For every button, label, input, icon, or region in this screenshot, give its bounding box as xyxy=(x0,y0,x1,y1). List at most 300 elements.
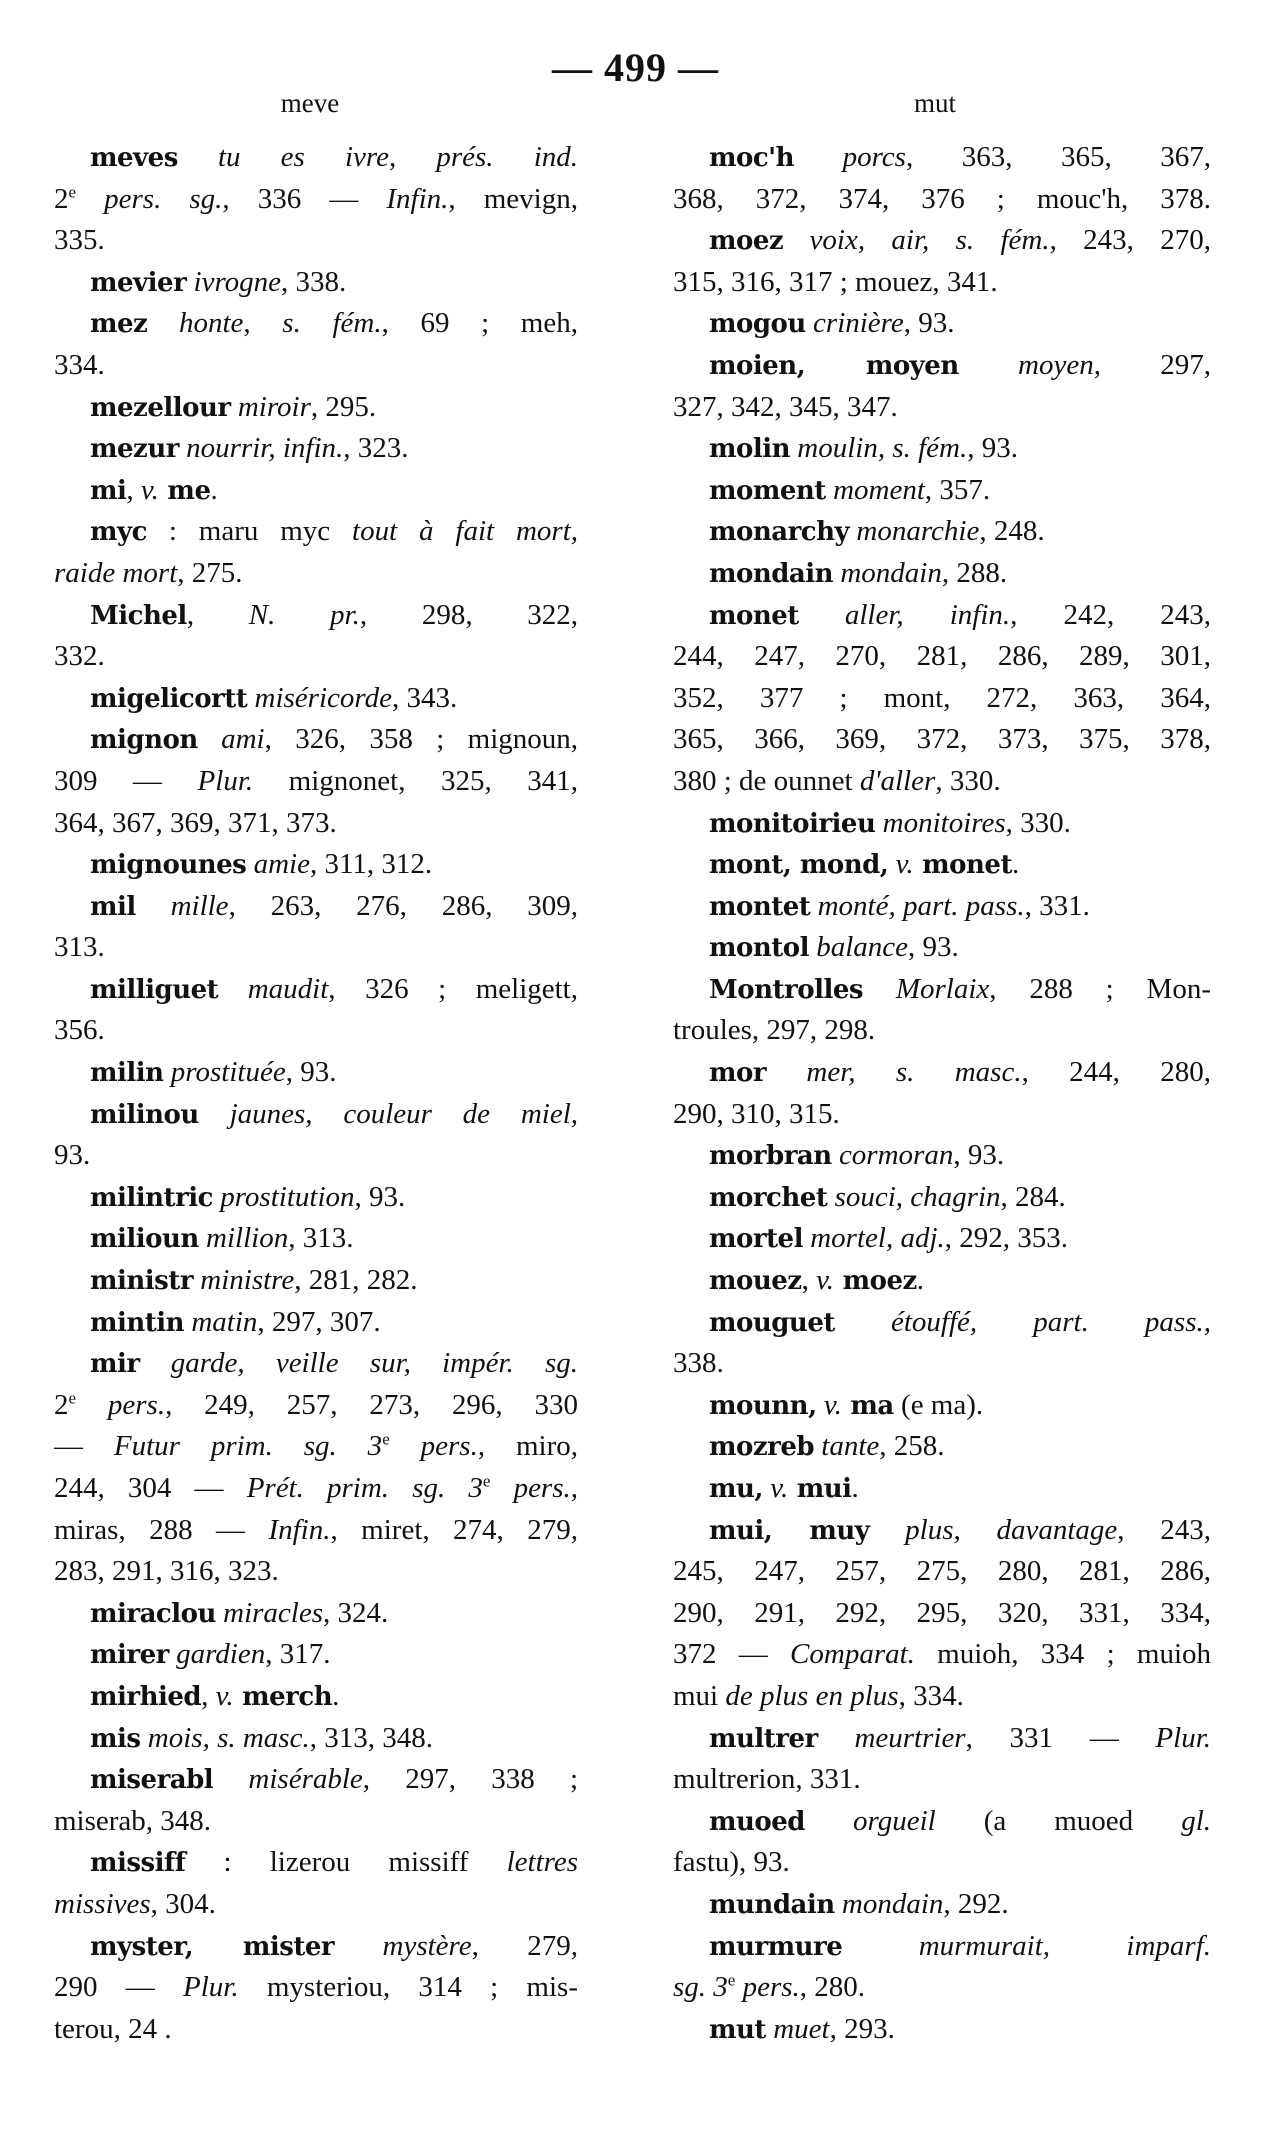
entry-headword-line xyxy=(54,1218,578,1260)
gloss-italic: matin xyxy=(191,1305,258,1338)
gloss-italic: crinière xyxy=(813,307,904,340)
entry-headword-line xyxy=(54,1593,578,1635)
reference-text: , 331. xyxy=(1024,889,1090,922)
reference-text xyxy=(169,1638,176,1670)
gloss-italic: misérable xyxy=(248,1763,363,1796)
headword: moc'h xyxy=(709,143,795,173)
reference-text xyxy=(959,349,1018,381)
headword: molin xyxy=(709,434,791,465)
reference-text: 2 xyxy=(54,182,69,215)
reference-text xyxy=(805,1805,853,1837)
entry-continuation-line xyxy=(673,1343,1211,1385)
reference-text: 352, 377 ; mont, 272, 363, 364, xyxy=(673,681,1211,714)
entry-headword-line xyxy=(54,470,578,512)
reference-text: , 317. xyxy=(265,1638,331,1671)
reference-text: , xyxy=(243,307,283,340)
gloss-italic: gardien xyxy=(176,1638,266,1671)
reference-text xyxy=(842,1930,918,1962)
page-number: — 499 — xyxy=(552,45,719,90)
reference-text: , 330. xyxy=(1005,806,1071,839)
reference-text: (e ma). xyxy=(893,1388,984,1421)
reference-text: , 275. xyxy=(177,556,243,589)
gloss-italic: nourrir, infin. xyxy=(186,432,344,465)
reference-text xyxy=(247,682,254,714)
reference-text xyxy=(794,141,843,173)
entry-headword-line xyxy=(673,1426,1211,1468)
entry-headword-line xyxy=(673,1135,1211,1177)
entry-headword-line xyxy=(673,1926,1211,1968)
reference-text xyxy=(141,1722,148,1754)
gloss-italic: s. fém. xyxy=(282,307,382,340)
entry-continuation-line xyxy=(54,1801,578,1843)
gloss-italic: N. pr. xyxy=(248,598,360,631)
gloss-italic: mois, s. masc. xyxy=(147,1721,310,1754)
headword: mil xyxy=(90,891,136,922)
reference-text xyxy=(766,1056,806,1088)
reference-text: fastu), 93. xyxy=(673,1846,790,1879)
reference-text: , 304. xyxy=(150,1887,216,1920)
entry-continuation-line xyxy=(673,1551,1211,1593)
entry-continuation-line xyxy=(54,2009,578,2051)
entry-headword-line xyxy=(673,1218,1211,1260)
reference-text: , 93. xyxy=(354,1180,406,1213)
gloss-italic: Plur. xyxy=(183,1971,239,2004)
reference-text: , 330. xyxy=(935,764,1001,797)
gloss-italic: ministre xyxy=(200,1264,295,1297)
gloss-italic: Plur. xyxy=(1155,1721,1211,1754)
gloss-italic: balance xyxy=(816,931,909,964)
entry-headword-line xyxy=(54,1302,578,1344)
entry-headword-line xyxy=(673,137,1211,179)
gloss-italic: voix, air, s. fém. xyxy=(809,224,1050,257)
entry-headword-line xyxy=(673,927,1211,969)
entry-continuation-line xyxy=(54,1551,578,1593)
entry-continuation-line xyxy=(673,719,1211,761)
entry-continuation-line xyxy=(673,1842,1211,1884)
superscript: e xyxy=(382,1429,390,1449)
entry-headword-line xyxy=(673,969,1211,1011)
reference-text: , 326 ; meligett, xyxy=(328,972,578,1005)
entry-headword-line xyxy=(673,1801,1211,1843)
gloss-italic: mer, s. masc. xyxy=(806,1056,1022,1089)
headword: moment xyxy=(709,475,826,506)
reference-text: 334. xyxy=(54,348,105,381)
headword: Montrolles xyxy=(709,974,864,1005)
headword: mignon xyxy=(90,725,198,756)
reference-text: , 331 — xyxy=(965,1721,1156,1754)
gloss-italic: ami xyxy=(221,723,265,756)
gloss-italic: prostitution xyxy=(220,1180,355,1213)
reference-text xyxy=(869,1514,905,1546)
reference-text: , 69 ; meh, xyxy=(381,307,578,340)
entry-headword-line xyxy=(54,719,578,761)
reference-text xyxy=(178,141,218,173)
gloss-italic: plus, davantage xyxy=(905,1513,1118,1546)
reference-text xyxy=(827,1181,834,1213)
gloss-italic: Futur prim. sg. 3 xyxy=(113,1430,383,1463)
entry-continuation-line xyxy=(673,636,1211,678)
entry-continuation-line xyxy=(54,220,578,262)
entry-headword-line xyxy=(54,1926,578,1968)
gloss-italic: monitoires xyxy=(882,806,1006,839)
reference-text: 315, 316, 317 ; mouez, 341. xyxy=(673,265,998,298)
reference-text: 290 — xyxy=(54,1971,184,2004)
entry-headword-line xyxy=(54,678,578,720)
gloss-italic: ivrogne xyxy=(193,265,282,298)
gloss-italic: raide mort xyxy=(54,556,178,589)
reference-text: , 248. xyxy=(979,515,1045,548)
gloss-italic: cormoran xyxy=(838,1139,954,1172)
reference-text xyxy=(835,1306,891,1338)
entry-continuation-line xyxy=(673,1593,1211,1635)
entry-continuation-line xyxy=(673,179,1211,221)
entry-continuation-line xyxy=(54,1010,578,1052)
reference-text: , 324. xyxy=(323,1596,389,1629)
entry-headword-line xyxy=(54,844,578,886)
reference-text: , 93. xyxy=(903,307,955,340)
reference-text: , 363, 365, 367, xyxy=(905,141,1211,173)
headword: mirer xyxy=(90,1640,169,1671)
gloss-italic: Comparat. xyxy=(790,1638,915,1671)
reference-text: mysteriou, 314 ; mis- xyxy=(238,1971,578,2004)
entry-continuation-line xyxy=(54,927,578,969)
reference-text: 309 — xyxy=(54,764,198,797)
entry-headword-line xyxy=(673,803,1211,845)
reference-text xyxy=(199,1098,230,1130)
reference-text: , 93. xyxy=(967,432,1018,465)
gloss-italic: Infin. xyxy=(386,182,449,215)
gloss-italic: murmurait, imparf. xyxy=(918,1929,1211,1962)
reference-text xyxy=(199,1222,206,1254)
gloss-italic: lettres xyxy=(506,1846,578,1879)
entry-continuation-line xyxy=(54,1468,578,1510)
gloss-italic: monarchie xyxy=(856,515,980,548)
entry-headword-line xyxy=(673,303,1211,345)
gloss-italic: porcs xyxy=(842,141,906,173)
reference-text: , 93. xyxy=(908,931,959,964)
entry-continuation-line xyxy=(673,1759,1211,1801)
entry-headword-line xyxy=(673,1260,1211,1302)
reference-text xyxy=(832,1139,839,1171)
reference-text: : maru myc xyxy=(146,515,353,548)
gloss-italic: pers. xyxy=(76,1388,166,1421)
entry-continuation-line xyxy=(54,1385,578,1427)
entry-headword-line xyxy=(673,345,1211,387)
gloss-italic: sg. 3 xyxy=(673,1971,728,2004)
reference-text: (a muoed xyxy=(935,1804,1182,1837)
headword: mui xyxy=(788,1474,852,1504)
headword: moien, moyen xyxy=(709,350,959,381)
reference-text: , mevign, xyxy=(448,182,578,215)
entry-headword-line xyxy=(54,1260,578,1302)
headword: mintin xyxy=(90,1307,185,1338)
entry-headword-line xyxy=(673,1718,1211,1760)
reference-text: 245, 247, 257, 275, 280, 281, 286, xyxy=(673,1555,1211,1588)
reference-text xyxy=(810,890,817,922)
gloss-italic: v. xyxy=(140,473,159,506)
entry-headword-line xyxy=(54,595,578,637)
entry-continuation-line xyxy=(54,1510,578,1552)
gloss-italic: moyen xyxy=(1018,348,1094,381)
gloss-italic: muet xyxy=(773,2012,830,2045)
reference-text xyxy=(198,723,221,755)
gloss-italic: souci, chagrin xyxy=(834,1180,1001,1213)
headword: mont, mond, xyxy=(709,850,889,881)
superscript: e xyxy=(68,1388,77,1408)
entry-continuation-line xyxy=(54,803,578,845)
gloss-italic: pers. sg. xyxy=(76,182,223,215)
entry-continuation-line xyxy=(54,636,578,678)
gloss-italic: monté, part. pass. xyxy=(817,889,1025,922)
gloss-italic: Plur. xyxy=(197,764,254,797)
gloss-italic: meurtrier xyxy=(854,1721,966,1754)
reference-text: miras, 288 — xyxy=(54,1513,269,1546)
headword: mevier xyxy=(90,267,187,298)
entry-headword-line xyxy=(673,220,1211,262)
entry-headword-line xyxy=(54,1842,578,1884)
entry-headword-line xyxy=(54,1094,578,1136)
entry-headword-line xyxy=(54,137,578,179)
reference-text: , 263, 276, 286, 309, xyxy=(228,889,578,922)
reference-text: mui xyxy=(673,1679,726,1712)
reference-text: , 336 — xyxy=(222,182,387,215)
entry-continuation-line xyxy=(54,1426,578,1468)
reference-text: , miret, 274, 279, xyxy=(330,1513,578,1546)
reference-text xyxy=(140,1347,171,1379)
reference-text: , 292, 353. xyxy=(944,1222,1069,1255)
reference-text: , 243, 270, xyxy=(1049,224,1211,257)
reference-text: 365, 366, 369, 372, 373, 375, 378, xyxy=(673,723,1211,756)
entry-continuation-line xyxy=(673,1676,1211,1718)
reference-text: . xyxy=(210,473,218,506)
entry-continuation-line xyxy=(54,345,578,387)
reference-text xyxy=(863,973,896,1005)
reference-text xyxy=(334,1930,382,1962)
gloss-italic: Prét. prim. sg. 3 xyxy=(246,1472,483,1504)
reference-text: , 293. xyxy=(829,2012,895,2045)
reference-text: , 292. xyxy=(943,1887,1009,1920)
gloss-italic: moment xyxy=(833,473,925,506)
gloss-italic: v. xyxy=(215,1679,234,1712)
reference-text: , 338. xyxy=(281,265,347,298)
reference-text: . xyxy=(332,1679,340,1712)
entry-headword-line xyxy=(673,470,1211,512)
reference-text xyxy=(888,848,895,880)
entry-continuation-line xyxy=(54,553,578,595)
reference-text xyxy=(218,973,248,1005)
headword: Michel xyxy=(90,600,187,631)
gloss-italic: honte xyxy=(178,307,244,340)
headword: milliguet xyxy=(90,974,219,1005)
entry-headword-line xyxy=(673,1510,1211,1552)
gloss-italic: moulin, s. fém. xyxy=(797,432,968,465)
reference-text: , 295. xyxy=(310,390,377,423)
entry-continuation-line xyxy=(673,1967,1211,2009)
headword: monitoirieu xyxy=(709,808,876,839)
entry-headword-line xyxy=(54,428,578,470)
reference-text: 364, 367, 369, 371, 373. xyxy=(54,806,337,839)
headword: mui, muy xyxy=(709,1515,870,1546)
entry-headword-line xyxy=(54,1343,578,1385)
entry-continuation-line xyxy=(673,262,1211,304)
entry-continuation-line xyxy=(673,1010,1211,1052)
entry-headword-line xyxy=(673,1385,1211,1427)
reference-text: 283, 291, 316, 323. xyxy=(54,1555,279,1588)
headword: morbran xyxy=(709,1141,832,1172)
headword: mir xyxy=(90,1349,140,1380)
reference-text: terou, 24 . xyxy=(54,2012,172,2045)
running-head-left: meve xyxy=(280,88,340,118)
reference-text xyxy=(147,307,179,339)
reference-text: , xyxy=(126,473,141,506)
reference-text: , 326, 358 ; mignoun, xyxy=(264,723,578,756)
reference-text xyxy=(817,1389,824,1421)
headword: mignounes xyxy=(90,850,247,881)
reference-text: , miro, xyxy=(477,1430,578,1463)
headword: myster, mister xyxy=(90,1931,335,1962)
entry-headword-line xyxy=(54,969,578,1011)
headword: milintric xyxy=(90,1182,213,1213)
gloss-italic: miroir xyxy=(237,390,311,423)
headword: multrer xyxy=(709,1723,818,1754)
headword: mundain xyxy=(709,1889,835,1920)
reference-text: 290, 291, 292, 295, 320, 331, 334, xyxy=(673,1596,1211,1629)
gloss-italic: pers. xyxy=(735,1971,800,2004)
headword: mortel xyxy=(709,1224,803,1255)
gloss-italic: tout à fait mort, xyxy=(352,515,578,548)
superscript: e xyxy=(482,1471,491,1491)
reference-text: 372 — xyxy=(673,1638,791,1671)
headword: morchet xyxy=(709,1182,828,1213)
reference-text: 2 xyxy=(54,1388,69,1421)
reference-text: , 297, xyxy=(1093,348,1211,381)
reference-text: 327, 342, 345, 347. xyxy=(673,390,898,423)
entry-headword-line xyxy=(673,511,1211,553)
reference-text: . xyxy=(851,1472,859,1504)
headword: myc xyxy=(90,517,147,548)
reference-text xyxy=(835,1888,842,1920)
reference-text: mignonet, 325, 341, xyxy=(253,764,578,797)
reference-text: , 298, 322, xyxy=(359,598,578,631)
headword: migelicortt xyxy=(90,683,248,714)
headword: milinou xyxy=(90,1099,199,1130)
gloss-italic: Infin. xyxy=(268,1513,331,1546)
headword: moez xyxy=(834,1266,917,1297)
headword: mor xyxy=(709,1058,767,1089)
reference-text: , 323. xyxy=(343,432,409,465)
entry-headword-line xyxy=(673,1468,1211,1510)
headword: mez xyxy=(90,309,148,340)
entry-headword-line xyxy=(54,1759,578,1801)
reference-text: multrerion, 331. xyxy=(673,1763,861,1796)
headword: mis xyxy=(90,1723,141,1754)
reference-text: , 311, 312. xyxy=(309,848,433,881)
reference-text: , xyxy=(801,1264,817,1297)
reference-text: , 93. xyxy=(953,1139,1005,1172)
gloss-italic: mondain xyxy=(841,1887,944,1920)
headword: monet xyxy=(709,600,799,631)
reference-text: troules, 297, 298. xyxy=(673,1014,876,1047)
reference-text: , 334. xyxy=(898,1679,964,1712)
headword: ma xyxy=(841,1390,894,1421)
reference-text: 93. xyxy=(54,1139,91,1172)
headword: meves xyxy=(90,143,178,173)
reference-text: , 313. xyxy=(288,1222,354,1255)
reference-text xyxy=(826,474,833,506)
entry-continuation-line xyxy=(673,678,1211,720)
gloss-italic: missives xyxy=(54,1887,151,1920)
gloss-italic: v. xyxy=(895,848,914,881)
gloss-italic: miséricorde xyxy=(254,681,392,714)
reference-text: , 279, xyxy=(471,1929,578,1962)
reference-text: , xyxy=(201,1679,216,1712)
entry-continuation-line xyxy=(673,761,1211,803)
gloss-italic: aller, infin. xyxy=(844,598,1011,631)
headword: montet xyxy=(709,891,811,922)
entry-continuation-line xyxy=(54,1135,578,1177)
reference-text: , 288. xyxy=(941,556,1008,589)
headword: mirhied xyxy=(90,1681,202,1712)
entry-headword-line xyxy=(673,553,1211,595)
headword: mozreb xyxy=(709,1432,815,1463)
entry-headword-line xyxy=(54,303,578,345)
headword: mondain xyxy=(709,558,834,589)
gloss-italic: prostituée xyxy=(170,1056,286,1089)
reference-text: miserab, 348. xyxy=(54,1804,212,1837)
gloss-italic: mille xyxy=(170,889,229,922)
headword: miraclou xyxy=(90,1598,216,1629)
gloss-italic: jaunes, couleur de miel, xyxy=(229,1097,578,1130)
entry-headword-line xyxy=(673,595,1211,637)
entry-continuation-line xyxy=(54,1967,578,2009)
headword: murmure xyxy=(709,1931,843,1962)
gloss-italic: miracles xyxy=(223,1596,324,1629)
gloss-italic: étouffé, part. pass., xyxy=(890,1305,1211,1338)
reference-text: : lizerou missiff xyxy=(185,1846,507,1879)
headword: monarchy xyxy=(709,517,850,548)
reference-text: 338. xyxy=(673,1347,724,1380)
reference-text xyxy=(164,1056,171,1088)
gloss-italic: amie xyxy=(253,848,310,881)
reference-text: , 243, xyxy=(1117,1513,1211,1546)
entry-continuation-line xyxy=(54,1884,578,1926)
reference-text: , 343. xyxy=(391,681,458,714)
reference-text: 380 ; de ounnet xyxy=(673,764,860,797)
superscript: e xyxy=(68,181,77,201)
headword: me xyxy=(158,475,211,506)
gloss-italic: d'aller xyxy=(859,764,936,797)
headword: monet xyxy=(913,850,1012,881)
reference-text: — xyxy=(54,1430,114,1463)
gloss-italic: pers. xyxy=(389,1430,478,1463)
reference-text: . xyxy=(1011,848,1020,881)
gloss-italic: orgueil xyxy=(853,1804,936,1837)
entry-headword-line xyxy=(54,1052,578,1094)
gloss-italic: mondain xyxy=(840,556,942,589)
reference-text: , 313, 348. xyxy=(309,1721,433,1754)
reference-text: 290, 310, 315. xyxy=(673,1097,840,1130)
gloss-italic: Morlaix xyxy=(895,972,990,1005)
reference-text: , 242, 243, xyxy=(1010,598,1211,631)
reference-text xyxy=(186,266,193,298)
reference-text: , xyxy=(186,598,249,631)
headword: mogou xyxy=(709,309,806,340)
gloss-italic: million xyxy=(206,1222,289,1255)
reference-text xyxy=(806,307,813,339)
entry-headword-line xyxy=(673,1302,1211,1344)
entry-headword-line xyxy=(54,262,578,304)
entry-headword-line xyxy=(54,886,578,928)
